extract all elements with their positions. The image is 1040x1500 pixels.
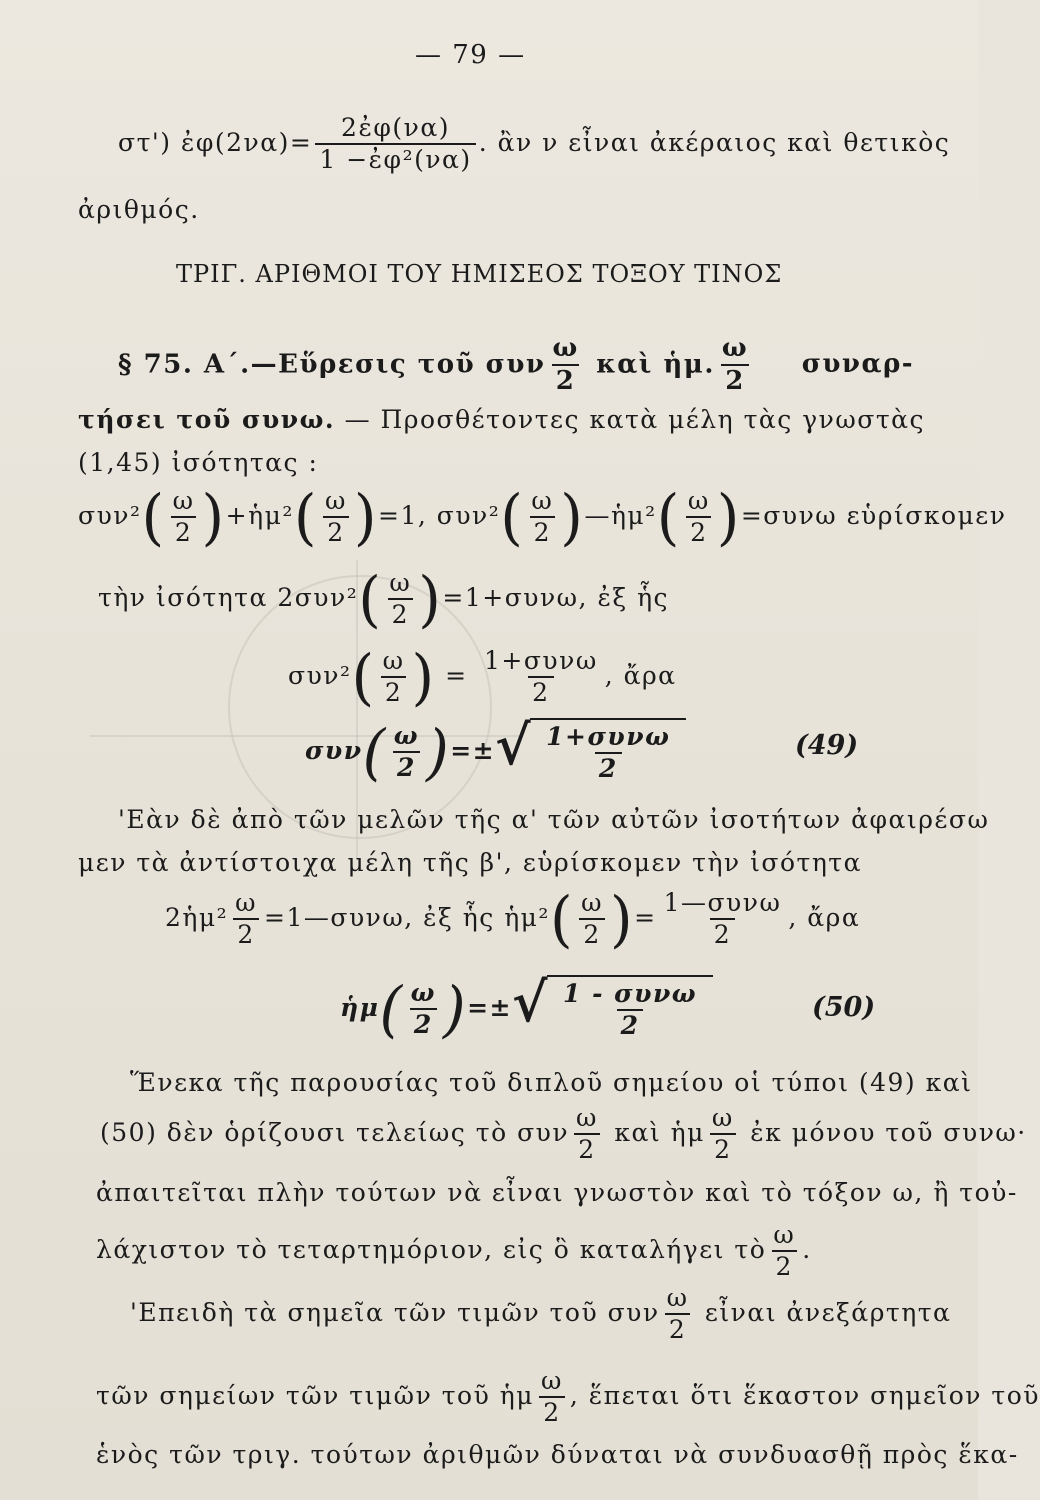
paren-close: ): [716, 481, 741, 553]
fraction-denominator: 2: [530, 516, 555, 546]
paragraph-1-line-2: (1,45) ἰσότητας :: [78, 448, 319, 477]
equation-5: 2ἡμ² $\frac{\omega}{2}$ =1—συνω, ἐξ ἧς ἡμ²( $\frac{\omega}{2}$ )= $\frac{\text{1—συνω}}{2}$ , ἄρα: [165, 883, 861, 955]
paragraph-4-line-2: [96, 1368, 1040, 1427]
p3l2-frac-a: [572, 1105, 602, 1164]
paren-open: (: [500, 481, 525, 553]
eq2-end: =1+συνω, ἐξ ἧς: [442, 582, 670, 612]
section-frac-2: [718, 335, 752, 396]
eq1-cos2: συν²: [78, 500, 142, 530]
paragraph-4-line-3: ἑνὸς τῶν τριγ. τούτων ἀριθμῶν δύναται νὰ συνδυασθῇ πρὸς ἕκα-: [96, 1440, 1019, 1469]
eq49-sqrt: [495, 713, 686, 787]
p4l2-frac: [537, 1368, 567, 1427]
fraction-numerator: 1—συνω: [663, 888, 782, 917]
fraction-numerator: ω: [172, 486, 195, 515]
eq49-frac-rhs: [542, 724, 674, 783]
equation-number-50: (50): [812, 992, 876, 1023]
fraction-denominator: 2: [710, 1133, 735, 1163]
fraction-numerator: ω: [235, 888, 258, 917]
fraction-numerator: ω: [666, 1283, 689, 1312]
formula-st-line: [118, 115, 950, 174]
fraction-numerator: ω: [389, 568, 412, 597]
eq1-frac-b: [321, 488, 351, 547]
eq1-minus-sin2: —ἡμ²: [584, 500, 657, 530]
paren-close: ): [353, 481, 379, 553]
fraction-denominator: 2: [381, 676, 406, 706]
eq1-frac-d: [684, 488, 714, 547]
fraction-numerator: 1+συνω: [546, 722, 671, 751]
sqrt-body: [530, 718, 686, 787]
fraction-denominator: 2: [617, 1009, 644, 1039]
paren-open: (: [549, 883, 575, 955]
p3l4-start: λάχιστον τὸ τεταρτημόριον, εἰς ὃ καταλήγει τὸ: [96, 1234, 767, 1264]
fraction-denominator: 2: [552, 364, 580, 395]
fraction-numerator: ω: [711, 1103, 734, 1132]
fraction-numerator: ω: [540, 1366, 563, 1395]
formula-st-label: στ') ἐφ(2να)=: [118, 127, 313, 157]
eq2-start: τὴν ἰσότητα 2συν²: [98, 582, 359, 612]
equation-1: [78, 481, 1007, 553]
eq50-plus-minus: =±: [467, 992, 512, 1022]
fraction-denominator: 2: [686, 516, 711, 546]
eq1-equals-one: =1, συν²: [378, 500, 501, 530]
paragraph-3-line-1: Ἕνεκα τῆς παρουσίας τοῦ διπλοῦ σημείου οἱ τύποι (49) καὶ: [130, 1068, 973, 1097]
eq5-frac-rhs: [660, 890, 786, 949]
fraction-numerator: ω: [721, 333, 749, 363]
fraction-denominator: 2: [721, 364, 749, 395]
p4l1-frac: [663, 1285, 693, 1344]
fraction-denominator: 2: [579, 918, 604, 948]
eq3-start: συν²: [288, 660, 352, 690]
paren-close: ): [201, 481, 226, 553]
eq5-start: 2ἡμ²: [165, 902, 229, 932]
paragraph-1-bold: τήσει τοῦ συνω.: [78, 405, 336, 434]
p3l4-frac: [769, 1222, 799, 1281]
eq3-frac-rhs: [480, 648, 602, 707]
fraction-denominator: 2: [528, 676, 553, 706]
formula-st-rest: . ἂν ν εἶναι ἀκέραιος καὶ θετικὸς: [478, 127, 951, 157]
fraction-numerator: 1 - συνω: [562, 979, 698, 1008]
p3l2-frac-b: [708, 1105, 738, 1164]
eq50-sin: ἡμ: [340, 992, 380, 1022]
fraction-denominator: 2: [665, 1313, 690, 1343]
fraction-denominator: 2: [233, 918, 258, 948]
fraction-denominator: 2: [323, 516, 348, 546]
eq50-sqrt: [511, 970, 713, 1044]
equation-number-49: (49): [795, 730, 859, 761]
fraction-numerator: ω: [531, 486, 554, 515]
fraction-numerator: ω: [576, 1103, 598, 1132]
fraction-denominator: 1 −ἐφ²(να): [315, 143, 475, 173]
equation-49: [305, 713, 686, 788]
paren-close: ): [418, 563, 443, 635]
equation-50: [340, 970, 713, 1045]
paren-close: ): [426, 716, 451, 788]
eq5-frac-a: [231, 890, 261, 949]
section-title-and: καὶ ἡμ.: [596, 349, 715, 380]
p3l4-end: .: [802, 1234, 812, 1264]
sqrt-body: [547, 975, 713, 1044]
p4l1-start: 'Επειδὴ τὰ σημεῖα τῶν τιμῶν τοῦ συν: [130, 1297, 660, 1327]
eq5-frac-b: [577, 890, 607, 949]
eq1-frac-c: [527, 488, 557, 547]
paren-open: (: [362, 716, 387, 788]
fraction-denominator: 2: [710, 918, 735, 948]
page-number: — 79 —: [415, 40, 526, 70]
p3l2-end: ἐκ μόνου τοῦ συνω·: [750, 1117, 1027, 1147]
fraction-denominator: 2: [574, 1133, 599, 1163]
section-heading: ΤΡΙΓ. ΑΡΙΘΜΟΙ ΤΟΥ ΗΜΙΣΕΟΣ ΤΟΞΟΥ ΤΙΝΟΣ: [176, 260, 783, 288]
paren-open: (: [293, 481, 318, 553]
p4l2-start: τῶν σημείων τῶν τιμῶν τοῦ ἡμ: [96, 1380, 534, 1410]
section-title-line: [118, 335, 914, 396]
paren-open: (: [141, 481, 166, 553]
p4l1-end: εἶναι ἀνεξάρτητα: [704, 1297, 952, 1327]
fraction-numerator: ω: [581, 888, 603, 917]
section-title-label: § 75. Α΄.—Εὕρεσις τοῦ συν: [118, 349, 546, 380]
paren-close: ): [560, 481, 585, 553]
eq5-end: , ἄρα: [788, 902, 861, 932]
paragraph-3-line-3: ἀπαιτεῖται πλὴν τούτων νὰ εἶναι γνωστὸν καὶ τὸ τόξον ω, ἢ τοὐ-: [96, 1178, 1018, 1207]
equation-3: συν²( $\frac{\omega}{2}$ ) = $\frac{\text{1+συνω}}{2}$ , ἄρα: [288, 641, 677, 713]
fraction-numerator: ω: [552, 333, 579, 363]
paragraph-1-line-1: [78, 405, 925, 434]
eq5-mid: =1—συνω, ἐξ ἧς ἡμ²: [264, 902, 550, 932]
fraction-numerator: ω: [393, 721, 420, 750]
eq50-frac-rhs: [559, 981, 701, 1040]
fraction-numerator: ω: [410, 978, 436, 1007]
sqrt-sign-icon: √: [495, 713, 533, 777]
fraction-denominator: 2: [171, 516, 196, 546]
p4l2-end: , ἕπεται ὅτι ἕκαστον σημεῖον τοῦ: [569, 1380, 1040, 1410]
paren-open: (: [379, 973, 404, 1045]
fraction-denominator: 2: [772, 1250, 797, 1280]
fraction-numerator: 2ἐφ(να): [341, 113, 450, 142]
section-title-end: συναρ-: [801, 349, 915, 380]
sqrt-sign-icon: √: [511, 970, 549, 1034]
fraction-numerator: ω: [382, 646, 405, 675]
fraction-numerator: ω: [773, 1220, 796, 1249]
p3l2-start: (50) δὲν ὁρίζουσι τελείως τὸ συν: [100, 1117, 570, 1147]
paren-close: ): [442, 973, 468, 1045]
paragraph-3-line-2: [100, 1105, 1027, 1164]
p3l2-mid: καὶ ἡμ: [614, 1117, 705, 1147]
line-arithmos: ἀριθμός.: [78, 195, 200, 224]
fraction-denominator: 2: [393, 751, 420, 781]
paragraph-2-line-1: 'Εὰν δὲ ἀπὸ τῶν μελῶν τῆς α' τῶν αὐτῶν ἰσοτήτων ἀφαιρέσω: [118, 805, 990, 834]
eq2-frac: [385, 570, 415, 629]
paren-open: (: [351, 641, 376, 713]
paragraph-2-line-2: μεν τὰ ἀντίστοιχα μέλη τῆς β', εὑρίσκομεν τὴν ἰσότητα: [78, 848, 863, 877]
eq50-frac-omega: [407, 980, 440, 1039]
paragraph-3-line-4: [96, 1222, 812, 1281]
section-frac-1: [548, 335, 582, 396]
paragraph-4-line-1: [130, 1285, 951, 1344]
fraction-denominator: 2: [410, 1008, 437, 1038]
eq1-end: =συνω εὑρίσκομεν: [740, 500, 1007, 530]
equation-2: [98, 563, 670, 635]
eq3-frac-omega: [379, 648, 409, 707]
eq49-plus-minus: =±: [450, 735, 496, 765]
fraction-denominator: 2: [595, 752, 622, 782]
eq49-frac-omega: [390, 723, 423, 782]
fraction-denominator: 2: [539, 1396, 564, 1426]
formula-st-fraction: [315, 115, 475, 174]
paragraph-1-rest: — Προσθέτοντες κατὰ μέλη τὰς γνωστὰς: [344, 405, 926, 434]
paren-open: (: [358, 563, 383, 635]
eq1-plus-sin2: +ἡμ²: [225, 500, 294, 530]
eq49-cos: συν: [305, 735, 363, 765]
fraction-numerator: 1+συνω: [484, 646, 598, 675]
fraction-denominator: 2: [388, 598, 413, 628]
paren-close: ): [411, 641, 436, 713]
fraction-numerator: ω: [325, 486, 347, 515]
eq1-frac-a: [169, 488, 199, 547]
fraction-numerator: ω: [687, 486, 710, 515]
eq3-end: , ἄρα: [604, 660, 677, 690]
paren-close: ): [609, 883, 635, 955]
paren-open: (: [656, 481, 681, 553]
